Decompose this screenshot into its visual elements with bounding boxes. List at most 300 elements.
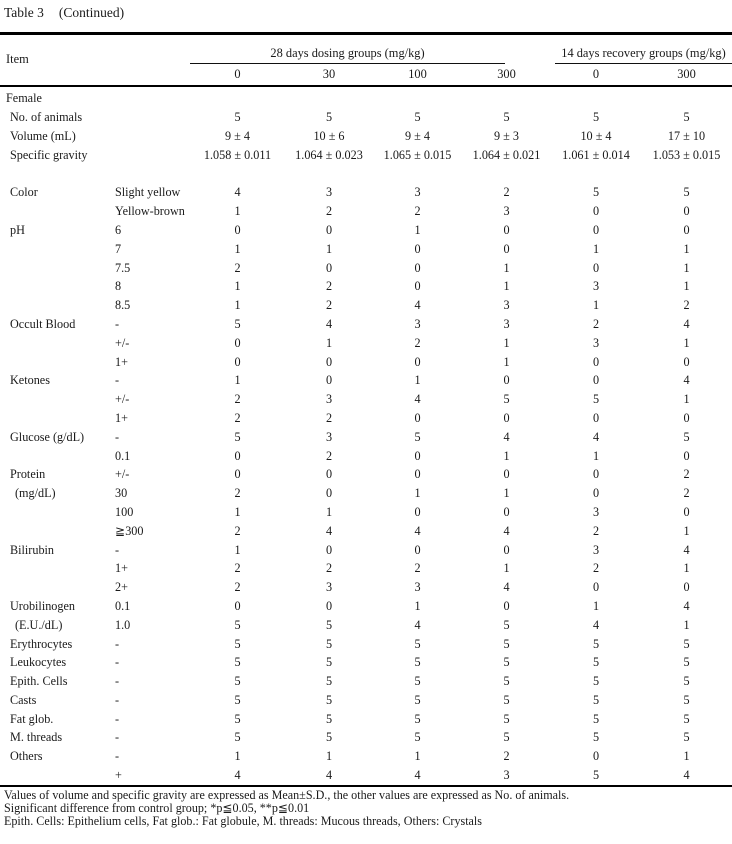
- table-row: [0, 183, 732, 202]
- value-cell: 3: [325, 392, 333, 407]
- value-cell: 5: [325, 636, 333, 651]
- value-cell: 1: [683, 617, 690, 632]
- value-cell: 0: [414, 467, 421, 482]
- value-cell: 5: [683, 636, 690, 651]
- value-cell: 0: [325, 467, 333, 482]
- value-cell: 1: [503, 561, 510, 576]
- value-cell: 1: [234, 504, 241, 519]
- value-cell: 0: [503, 542, 510, 557]
- value-cell: 4: [592, 429, 600, 444]
- value-cell: 1: [592, 241, 600, 256]
- value-cell: 5: [414, 636, 421, 651]
- item-cell: Others: [10, 749, 43, 764]
- value-cell: 1: [325, 241, 333, 256]
- value-cell: 0: [683, 580, 690, 595]
- value-cell: 2: [234, 486, 241, 501]
- value-cell: 2: [325, 448, 333, 463]
- value-cell: 0: [683, 504, 690, 519]
- footnote-abbreviations: Epith. Cells: Epithelium cells, Fat glob.: Fat globule, M. threads: Mucous threads, Others: Crystals: [4, 814, 482, 829]
- value-cell: 5: [234, 655, 241, 670]
- value-cell: 3: [414, 316, 421, 331]
- table-row: [0, 597, 732, 616]
- value-cell: 1: [234, 542, 241, 557]
- value-cell: 3: [592, 335, 600, 350]
- value-cell: 1: [234, 279, 241, 294]
- value-cell: 5: [592, 730, 600, 745]
- dosing-group-header: 28 days dosing groups (mg/kg): [190, 46, 505, 64]
- value-cell: 1: [325, 335, 333, 350]
- table-row: [0, 766, 732, 785]
- value-cell: 5: [234, 617, 241, 632]
- value-cell: 5: [683, 692, 690, 707]
- value-cell: 5: [592, 185, 600, 200]
- table-row: [0, 315, 732, 334]
- table-row: [0, 108, 732, 127]
- value-cell: 0: [414, 448, 421, 463]
- item-cell: Bilirubin: [10, 542, 55, 557]
- dose-col-header-300: 300: [497, 66, 516, 81]
- value-cell: 1: [683, 749, 690, 764]
- value-cell: 5: [414, 655, 421, 670]
- value-cell: 1: [683, 279, 690, 294]
- value-cell: 1: [503, 279, 510, 294]
- value-cell: 2: [414, 561, 421, 576]
- value-cell: 1: [683, 335, 690, 350]
- table-row: [0, 578, 732, 597]
- value-cell: 5: [592, 392, 600, 407]
- value-cell: 3: [592, 279, 600, 294]
- value-cell: 1: [234, 241, 241, 256]
- value-cell: 4: [325, 316, 333, 331]
- value-cell: 0: [503, 241, 510, 256]
- value-cell: 9 ± 4: [225, 128, 250, 143]
- value-cell: 0: [683, 204, 690, 219]
- value-cell: 5: [325, 730, 333, 745]
- value-cell: 4: [683, 316, 690, 331]
- item-cell: Glucose (g/dL): [10, 429, 85, 444]
- value-cell: 4: [683, 598, 690, 613]
- value-cell: 1: [503, 354, 510, 369]
- value-cell: 5: [592, 110, 600, 125]
- subitem-cell: -: [115, 692, 120, 707]
- table-row: [0, 691, 732, 710]
- section-label: Female: [6, 91, 42, 106]
- value-cell: 4: [683, 373, 690, 388]
- table-row: [0, 127, 732, 146]
- value-cell: 4: [683, 542, 690, 557]
- value-cell: 5: [325, 692, 333, 707]
- subitem-cell: 30: [115, 486, 128, 501]
- table-row: [0, 146, 732, 165]
- table-row: [0, 747, 732, 766]
- item-cell: M. threads: [10, 730, 63, 745]
- value-cell: 1: [234, 749, 241, 764]
- value-cell: 5: [503, 674, 510, 689]
- item-cell: Casts: [10, 692, 37, 707]
- subitem-cell: 1+: [115, 410, 128, 425]
- value-cell: 0: [683, 448, 690, 463]
- value-cell: 1: [503, 448, 510, 463]
- item-cell: Epith. Cells: [10, 674, 68, 689]
- value-cell: 5: [414, 674, 421, 689]
- dose-col-header-0: 0: [234, 66, 241, 81]
- table-row: [0, 729, 732, 748]
- value-cell: 0: [325, 354, 333, 369]
- table-row: [0, 541, 732, 560]
- value-cell: 2: [234, 523, 241, 538]
- value-cell: 5: [234, 692, 241, 707]
- value-cell: 5: [234, 636, 241, 651]
- item-cell: Color: [10, 185, 38, 200]
- table-row: [0, 202, 732, 221]
- subitem-cell: 8.5: [115, 298, 131, 313]
- subitem-cell: ≧300: [115, 523, 144, 538]
- table-row: [0, 447, 732, 466]
- table-body: [0, 90, 732, 785]
- table-row: [0, 240, 732, 259]
- value-cell: 5: [325, 617, 333, 632]
- value-cell: 1: [234, 373, 241, 388]
- value-cell: 10 ± 6: [313, 128, 345, 143]
- value-cell: 5: [683, 655, 690, 670]
- value-cell: 4: [503, 580, 510, 595]
- value-cell: 5: [414, 110, 421, 125]
- value-cell: 0: [592, 410, 600, 425]
- table-row: [0, 428, 732, 447]
- value-cell: 0: [503, 598, 510, 613]
- value-cell: 5: [503, 617, 510, 632]
- table-row: [0, 371, 732, 390]
- value-cell: 3: [325, 580, 333, 595]
- subitem-cell: 1+: [115, 561, 128, 576]
- item-cell: Leukocytes: [10, 655, 67, 670]
- value-cell: 0: [592, 486, 600, 501]
- value-cell: 3: [503, 204, 510, 219]
- value-cell: 0: [683, 410, 690, 425]
- footnote-significance: Significant difference from control group; *p≦0.05, **p≦0.01: [4, 800, 310, 815]
- value-cell: 0: [234, 222, 241, 237]
- value-cell: 5: [414, 711, 421, 726]
- item-cell: Specific gravity: [10, 147, 88, 162]
- value-cell: 9 ± 3: [494, 128, 519, 143]
- value-cell: 3: [592, 542, 600, 557]
- dose-col-header-100: 100: [408, 66, 427, 81]
- value-cell: 5: [503, 110, 510, 125]
- table-row: [0, 353, 732, 372]
- value-cell: 2: [325, 561, 333, 576]
- value-cell: 0: [414, 542, 421, 557]
- value-cell: 0: [234, 467, 241, 482]
- value-cell: 9 ± 4: [405, 128, 430, 143]
- subitem-cell: 0.1: [115, 598, 131, 613]
- value-cell: 0: [592, 260, 600, 275]
- value-cell: 5: [683, 674, 690, 689]
- value-cell: 5: [592, 711, 600, 726]
- value-cell: 3: [414, 185, 421, 200]
- value-cell: 2: [234, 260, 241, 275]
- value-cell: 1.065 ± 0.015: [383, 147, 452, 162]
- value-cell: 4: [234, 185, 241, 200]
- table-row: [0, 465, 732, 484]
- value-cell: 5: [503, 730, 510, 745]
- value-cell: 4: [683, 768, 690, 783]
- value-cell: 5: [503, 392, 510, 407]
- value-cell: 5: [325, 711, 333, 726]
- value-cell: 0: [592, 749, 600, 764]
- value-cell: 1: [414, 486, 421, 501]
- value-cell: 3: [503, 768, 510, 783]
- table-continued-label: (Continued): [58, 5, 125, 20]
- value-cell: 0: [503, 373, 510, 388]
- subitem-cell: -: [115, 542, 120, 557]
- table-row: [0, 334, 732, 353]
- table-row: [0, 710, 732, 729]
- subitem-cell: +/-: [115, 392, 130, 407]
- value-cell: 0: [503, 410, 510, 425]
- item-cell: pH: [10, 222, 25, 237]
- value-cell: 5: [234, 316, 241, 331]
- value-cell: 2: [234, 392, 241, 407]
- value-cell: 5: [592, 692, 600, 707]
- value-cell: 5: [234, 110, 241, 125]
- recovery-col-header-0: 0: [592, 66, 600, 81]
- value-cell: 4: [414, 523, 421, 538]
- value-cell: 1: [683, 241, 690, 256]
- value-cell: 17 ± 10: [667, 128, 706, 143]
- value-cell: 0: [503, 504, 510, 519]
- value-cell: 5: [325, 110, 333, 125]
- item-cell: Urobilinogen: [10, 598, 75, 613]
- item-cell: (E.U./dL): [15, 617, 63, 632]
- section-row: [0, 90, 732, 109]
- footnotes: [4, 789, 730, 829]
- value-cell: 5: [234, 711, 241, 726]
- table-row: [0, 277, 732, 296]
- value-cell: 0: [325, 373, 333, 388]
- value-cell: 3: [325, 185, 333, 200]
- value-cell: 1: [503, 260, 510, 275]
- value-cell: 1.061 ± 0.014: [562, 147, 630, 162]
- subitem-cell: 100: [115, 504, 134, 519]
- value-cell: 5: [325, 655, 333, 670]
- value-cell: 5: [234, 429, 241, 444]
- value-cell: 1: [234, 298, 241, 313]
- value-cell: 4: [592, 617, 600, 632]
- item-cell: Occult Blood: [10, 316, 76, 331]
- subitem-cell: 2+: [115, 580, 128, 595]
- value-cell: 0: [503, 222, 510, 237]
- subitem-cell: -: [115, 636, 120, 651]
- table-row: [0, 616, 732, 635]
- subitem-cell: -: [115, 429, 120, 444]
- item-column-header: Item: [6, 52, 29, 67]
- value-cell: 1: [414, 373, 421, 388]
- value-cell: 1.064 ± 0.023: [295, 147, 363, 162]
- value-cell: 4: [414, 392, 421, 407]
- value-cell: 3: [503, 298, 510, 313]
- value-cell: 5: [683, 730, 690, 745]
- table-row: [0, 390, 732, 409]
- value-cell: 2: [325, 279, 333, 294]
- item-cell: Fat glob.: [10, 711, 54, 726]
- header-bottom-rule: [0, 85, 732, 88]
- subitem-cell: -: [115, 730, 120, 745]
- item-cell: Ketones: [10, 373, 50, 388]
- value-cell: 0: [325, 222, 333, 237]
- value-cell: 0: [592, 204, 600, 219]
- item-cell: Protein: [10, 467, 46, 482]
- value-cell: 0: [325, 542, 333, 557]
- table-row: [0, 559, 732, 578]
- value-cell: 0: [234, 354, 241, 369]
- value-cell: 5: [414, 429, 421, 444]
- item-cell: No. of animals: [10, 110, 83, 125]
- value-cell: 4: [503, 429, 510, 444]
- value-cell: 0: [592, 354, 600, 369]
- value-cell: 5: [503, 711, 510, 726]
- value-cell: 4: [414, 617, 421, 632]
- table-row: [0, 653, 732, 672]
- value-cell: 4: [234, 768, 241, 783]
- value-cell: 0: [592, 467, 600, 482]
- value-cell: 1.053 ± 0.015: [652, 147, 721, 162]
- value-cell: 0: [234, 335, 241, 350]
- subitem-cell: +/-: [115, 335, 130, 350]
- subitem-cell: 8: [115, 279, 122, 294]
- value-cell: 5: [325, 674, 333, 689]
- value-cell: 2: [592, 316, 600, 331]
- value-cell: 3: [325, 429, 333, 444]
- value-cell: 0: [592, 580, 600, 595]
- subitem-cell: 0.1: [115, 448, 131, 463]
- value-cell: 0: [503, 467, 510, 482]
- subitem-cell: 6: [115, 222, 122, 237]
- table-row: [0, 503, 732, 522]
- table-title: [4, 5, 124, 21]
- value-cell: 1: [234, 204, 241, 219]
- value-cell: 0: [414, 410, 421, 425]
- value-cell: 2: [325, 410, 333, 425]
- table-header: [0, 35, 732, 85]
- table-row: [0, 484, 732, 503]
- value-cell: 2: [325, 204, 333, 219]
- table-number: Table 3: [4, 5, 44, 20]
- subitem-cell: Slight yellow: [115, 185, 181, 200]
- subitem-cell: -: [115, 316, 120, 331]
- value-cell: 1: [592, 298, 600, 313]
- value-cell: 2: [234, 561, 241, 576]
- value-cell: 3: [503, 316, 510, 331]
- value-cell: 5: [683, 711, 690, 726]
- value-cell: 1: [683, 523, 690, 538]
- value-cell: 0: [414, 504, 421, 519]
- item-cell: (mg/dL): [15, 486, 56, 501]
- value-cell: 5: [592, 636, 600, 651]
- value-cell: 0: [683, 222, 690, 237]
- value-cell: 2: [592, 523, 600, 538]
- value-cell: 0: [414, 279, 421, 294]
- value-cell: 2: [414, 335, 421, 350]
- value-cell: 5: [503, 636, 510, 651]
- table-row: [0, 522, 732, 541]
- subitem-cell: -: [115, 373, 120, 388]
- dose-col-header-30: 30: [322, 66, 336, 81]
- table-row: [0, 635, 732, 654]
- value-cell: 4: [414, 768, 421, 783]
- subitem-cell: 1.0: [115, 617, 131, 632]
- value-cell: 0: [592, 222, 600, 237]
- recovery-col-header-300: 300: [677, 66, 696, 81]
- value-cell: 5: [683, 185, 690, 200]
- value-cell: 0: [414, 354, 421, 369]
- value-cell: 1: [592, 448, 600, 463]
- value-cell: 1: [503, 486, 510, 501]
- value-cell: 1: [503, 335, 510, 350]
- value-cell: 5: [592, 674, 600, 689]
- value-cell: 1: [414, 222, 421, 237]
- subitem-cell: -: [115, 674, 120, 689]
- value-cell: 4: [414, 298, 421, 313]
- value-cell: 1: [683, 392, 690, 407]
- value-cell: 2: [683, 486, 690, 501]
- value-cell: 4: [325, 523, 333, 538]
- value-cell: 5: [234, 674, 241, 689]
- value-cell: 5: [683, 110, 690, 125]
- value-cell: 4: [503, 523, 510, 538]
- subitem-cell: +: [115, 768, 122, 783]
- value-cell: 0: [234, 598, 241, 613]
- value-cell: 2: [414, 204, 421, 219]
- value-cell: 0: [234, 448, 241, 463]
- value-cell: 1.058 ± 0.011: [203, 147, 272, 162]
- value-cell: 0: [414, 241, 421, 256]
- table-row: [0, 259, 732, 278]
- value-cell: 3: [592, 504, 600, 519]
- value-cell: 2: [325, 298, 333, 313]
- value-cell: 5: [414, 692, 421, 707]
- value-cell: 5: [683, 429, 690, 444]
- item-cell: Volume (mL): [10, 128, 76, 143]
- value-cell: 5: [592, 655, 600, 670]
- value-cell: 5: [234, 730, 241, 745]
- table-row: [0, 672, 732, 691]
- subitem-cell: -: [115, 749, 120, 764]
- recovery-group-header: 14 days recovery groups (mg/kg): [555, 46, 732, 64]
- subitem-cell: 7: [115, 241, 122, 256]
- value-cell: 0: [414, 260, 421, 275]
- value-cell: 1: [325, 504, 333, 519]
- value-cell: 2: [592, 561, 600, 576]
- value-cell: 5: [592, 768, 600, 783]
- value-cell: 2: [503, 749, 510, 764]
- table-row: [0, 296, 732, 315]
- value-cell: 0: [325, 486, 333, 501]
- value-cell: 2: [683, 298, 690, 313]
- table-row: [0, 221, 732, 240]
- value-cell: 1: [414, 598, 421, 613]
- value-cell: 1: [592, 598, 600, 613]
- value-cell: 2: [503, 185, 510, 200]
- footnote-mean-sd: Values of volume and specific gravity are expressed as Mean±S.D., the other values are expressed as No. of animals.: [4, 787, 570, 802]
- table-row: [0, 409, 732, 428]
- value-cell: 1: [683, 561, 690, 576]
- value-cell: 0: [325, 598, 333, 613]
- value-cell: 1: [414, 749, 421, 764]
- subitem-cell: +/-: [115, 467, 130, 482]
- value-cell: 2: [683, 467, 690, 482]
- value-cell: 0: [683, 354, 690, 369]
- spacer-row: [0, 165, 732, 184]
